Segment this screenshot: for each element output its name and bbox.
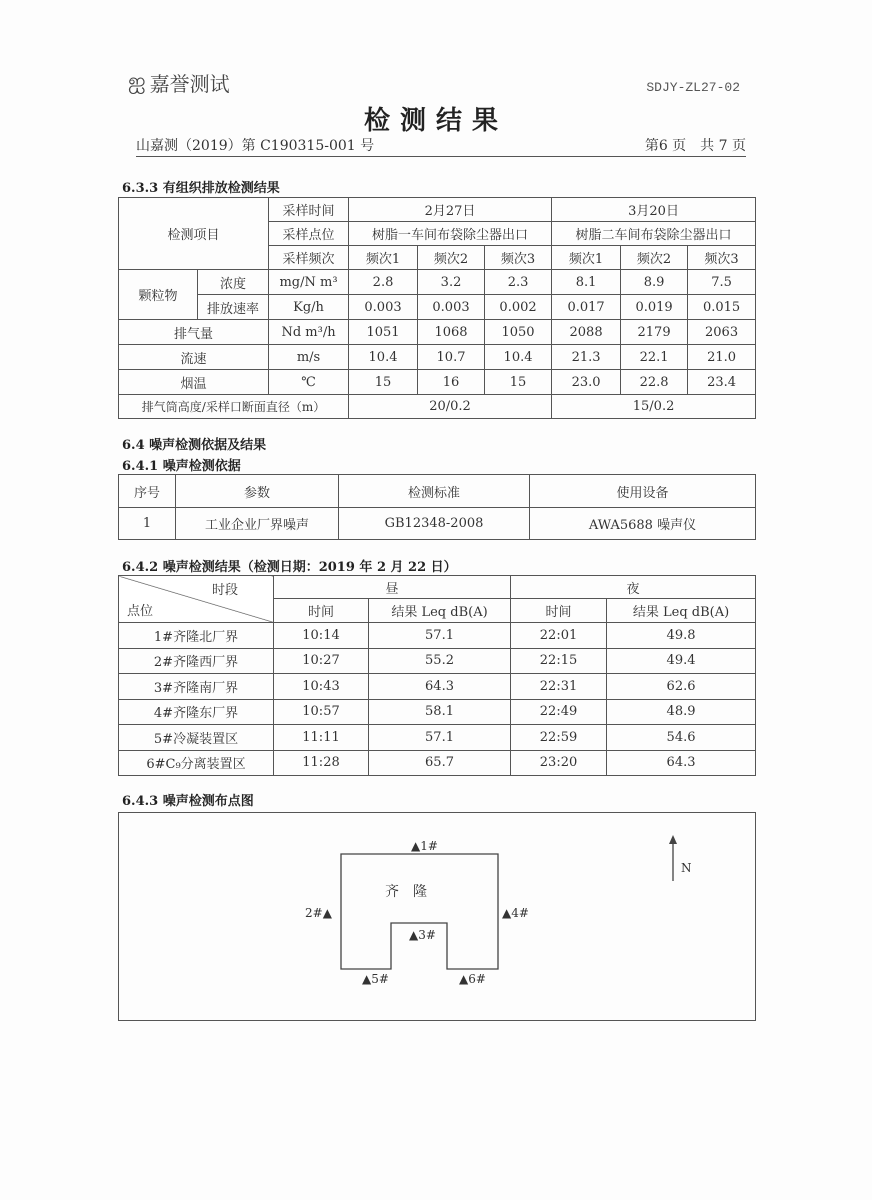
brand-name: 嘉誉测试	[149, 72, 230, 96]
unit-cell: Nd m³/h	[269, 320, 349, 345]
building-label: 齐 隆	[385, 884, 427, 900]
section-heading: 6.4.2 噪声检测结果（检测日期：2019 年 2 月 22 日）	[122, 560, 457, 575]
point-marker: ▲5#	[362, 972, 389, 986]
value-cell: 10.4	[485, 345, 552, 370]
value-cell: 22:31	[511, 674, 607, 700]
point-label: 点位	[127, 604, 154, 619]
freq-cell: 频次2	[418, 246, 485, 270]
point-marker: 2#▲	[305, 906, 332, 920]
value-cell: 49.8	[607, 623, 756, 649]
header-cell: 昼	[274, 576, 511, 599]
value-cell: 10:43	[274, 674, 369, 700]
value-cell: 2.8	[349, 270, 418, 295]
section-heading: 6.4.1 噪声检测依据	[122, 459, 241, 474]
diagonal-header	[119, 576, 274, 623]
header-cell: 结果 Leq dB(A)	[369, 599, 511, 623]
value-cell: 64.3	[369, 674, 511, 700]
header-cell: 采样时间	[269, 198, 349, 222]
value-cell: 55.2	[369, 648, 511, 674]
row-label: 烟温	[119, 370, 269, 395]
value-cell: GB12348-2008	[339, 508, 530, 540]
value-cell: 1068	[418, 320, 485, 345]
value-cell: 2179	[621, 320, 688, 345]
point-name-cell: 4#齐隆东厂界	[119, 699, 274, 725]
row-label: 颗粒物	[119, 270, 198, 320]
value-cell: 10:14	[274, 623, 369, 649]
layout-diagram	[118, 812, 756, 1021]
form-code: SDJY-ZL27-02	[646, 80, 740, 95]
value-cell: 64.3	[607, 750, 756, 776]
value-cell: 0.015	[688, 295, 756, 320]
noise-basis-table	[118, 474, 756, 540]
emission-table	[118, 197, 756, 419]
value-cell: 22.8	[621, 370, 688, 395]
header-cell: 采样点位	[269, 222, 349, 246]
value-cell: 15	[485, 370, 552, 395]
value-cell: 0.002	[485, 295, 552, 320]
value-cell: 3.2	[418, 270, 485, 295]
header-cell: 时间	[274, 599, 369, 623]
value-cell: 1051	[349, 320, 418, 345]
value-cell: 0.017	[552, 295, 621, 320]
row-label: 排放速率	[198, 295, 269, 320]
value-cell: 10:57	[274, 699, 369, 725]
section-heading: 6.4.3 噪声检测布点图	[122, 794, 254, 809]
value-cell: 57.1	[369, 623, 511, 649]
value-cell: 10.4	[349, 345, 418, 370]
header-cell: 序号	[119, 475, 176, 508]
row-label: 排气筒高度/采样口断面直径（m）	[119, 395, 349, 419]
header-cell: 时间	[511, 599, 607, 623]
value-cell: 49.4	[607, 648, 756, 674]
value-cell: 2088	[552, 320, 621, 345]
point-marker: ▲4#	[502, 906, 529, 920]
table-row	[119, 674, 756, 700]
freq-cell: 频次3	[485, 246, 552, 270]
table-row	[119, 725, 756, 751]
value-cell: 1050	[485, 320, 552, 345]
unit-cell: m/s	[269, 345, 349, 370]
north-label: N	[681, 861, 692, 875]
header-cell: 检测标准	[339, 475, 530, 508]
report-line	[136, 135, 746, 157]
point-cell: 树脂二车间布袋除尘器出口	[552, 222, 756, 246]
value-cell: 0.003	[418, 295, 485, 320]
header-cell: 夜	[511, 576, 756, 599]
value-cell: 11:28	[274, 750, 369, 776]
value-cell: 8.1	[552, 270, 621, 295]
point-marker: ▲1#	[411, 839, 438, 853]
value-cell: 22:59	[511, 725, 607, 751]
value-cell: AWA5688 噪声仪	[530, 508, 756, 540]
table-row	[119, 750, 756, 776]
header-cell: 采样频次	[269, 246, 349, 270]
value-cell: 2.3	[485, 270, 552, 295]
page-number: 第6 页 共 7 页	[644, 138, 746, 154]
point-name-cell: 2#齐隆西厂界	[119, 648, 274, 674]
header-cell: 结果 Leq dB(A)	[607, 599, 756, 623]
value-cell: 23.4	[688, 370, 756, 395]
noise-result-table	[118, 575, 756, 776]
freq-cell: 频次1	[552, 246, 621, 270]
header-cell: 检测项目	[119, 198, 269, 270]
value-cell: 20/0.2	[349, 395, 552, 419]
point-name-cell: 3#齐隆南厂界	[119, 674, 274, 700]
value-cell: 16	[418, 370, 485, 395]
row-label: 流速	[119, 345, 269, 370]
value-cell: 48.9	[607, 699, 756, 725]
table-row	[119, 699, 756, 725]
freq-cell: 频次1	[349, 246, 418, 270]
table-row	[119, 623, 756, 649]
unit-cell: Kg/h	[269, 295, 349, 320]
value-cell: 22:49	[511, 699, 607, 725]
date-cell: 2月27日	[349, 198, 552, 222]
point-marker: ▲6#	[459, 972, 486, 986]
point-name-cell: 1#齐隆北厂界	[119, 623, 274, 649]
value-cell: 23.0	[552, 370, 621, 395]
value-cell: 57.1	[369, 725, 511, 751]
logo-icon: ஐ	[128, 68, 146, 94]
value-cell: 15/0.2	[552, 395, 756, 419]
point-name-cell: 6#C₉分离装置区	[119, 750, 274, 776]
value-cell: 65.7	[369, 750, 511, 776]
value-cell: 10.7	[418, 345, 485, 370]
value-cell: 10:27	[274, 648, 369, 674]
value-cell: 22:01	[511, 623, 607, 649]
value-cell: 1	[119, 508, 176, 540]
value-cell: 58.1	[369, 699, 511, 725]
section-heading: 6.4 噪声检测依据及结果	[122, 438, 267, 453]
value-cell: 21.3	[552, 345, 621, 370]
value-cell: 11:11	[274, 725, 369, 751]
period-label: 时段	[211, 583, 238, 598]
value-cell: 54.6	[607, 725, 756, 751]
table-row	[119, 648, 756, 674]
unit-cell: mg/N m³	[269, 270, 349, 295]
point-marker: ▲3#	[409, 928, 436, 942]
freq-cell: 频次2	[621, 246, 688, 270]
value-cell: 22:15	[511, 648, 607, 674]
value-cell: 0.003	[349, 295, 418, 320]
header-cell: 使用设备	[530, 475, 756, 508]
value-cell: 21.0	[688, 345, 756, 370]
value-cell: 22.1	[621, 345, 688, 370]
point-cell: 树脂一车间布袋除尘器出口	[349, 222, 552, 246]
value-cell: 62.6	[607, 674, 756, 700]
value-cell: 15	[349, 370, 418, 395]
date-cell: 3月20日	[552, 198, 756, 222]
page-title: 检测结果	[363, 106, 508, 136]
row-label: 排气量	[119, 320, 269, 345]
point-name-cell: 5#冷凝装置区	[119, 725, 274, 751]
section-heading: 6.3.3 有组织排放检测结果	[122, 181, 280, 196]
freq-cell: 频次3	[688, 246, 756, 270]
value-cell: 工业企业厂界噪声	[176, 508, 339, 540]
unit-cell: ℃	[269, 370, 349, 395]
value-cell: 0.019	[621, 295, 688, 320]
value-cell: 7.5	[688, 270, 756, 295]
value-cell: 23:20	[511, 750, 607, 776]
value-cell: 8.9	[621, 270, 688, 295]
header-cell: 参数	[176, 475, 339, 508]
brand-logo	[128, 68, 230, 97]
row-label: 浓度	[198, 270, 269, 295]
report-number: 山嘉测（2019）第 C190315-001 号	[136, 138, 375, 154]
value-cell: 2063	[688, 320, 756, 345]
